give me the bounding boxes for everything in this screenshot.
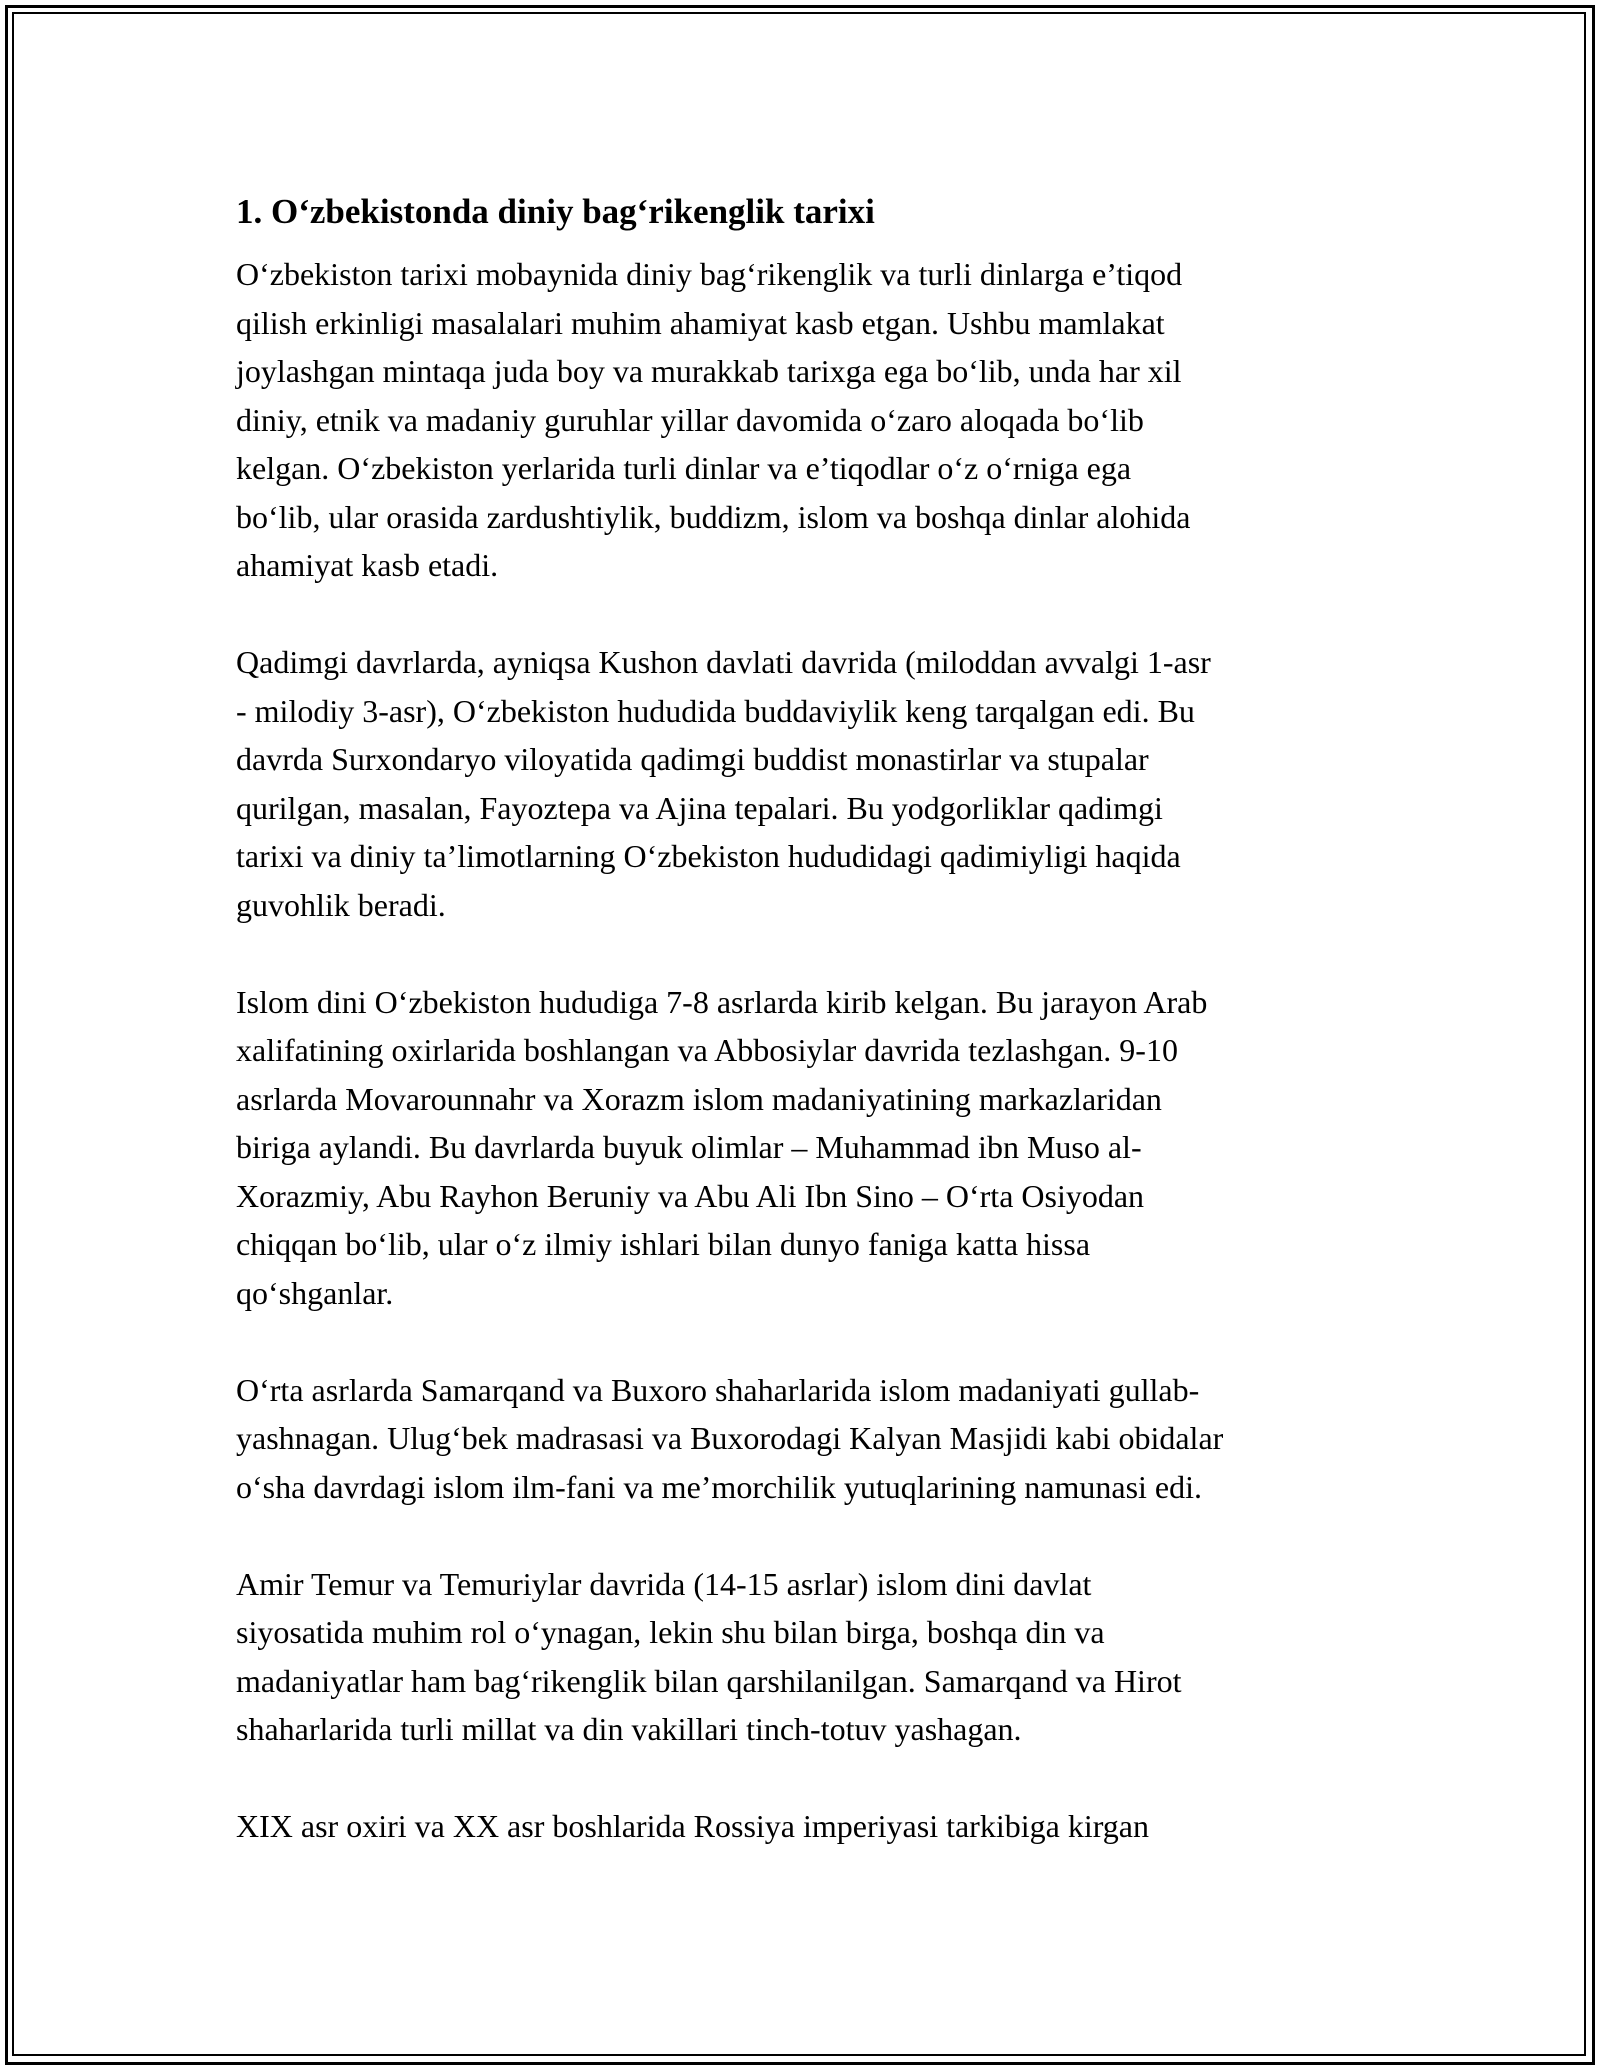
document-body [236, 188, 1376, 1899]
paragraph: O‘rta asrlarda Samarqand va Buxoro shaharlarida islom madaniyati gullab- yashnagan. Ulug‘bek madrasasi va Buxorodagi Kalyan Masjidi kabi obidalar o‘sha davrdagi islom ilm-fani va me’morchilik yutuqlarining namunasi edi. [236, 1371, 1224, 1505]
paragraph: O‘zbekiston tarixi mobaynida diniy bag‘rikenglik va turli dinlarga e’tiqod qilish erkinligi masalalari muhim ahamiyat kasb etgan. Ushbu mamlakat joylashgan mintaqa juda boy va murakkab tarixga ega bo‘lib, unda har xil diniy, etnik va madaniy guruhlar yillar davomida o‘zaro aloqada bo‘lib kelgan. O‘zbekiston yerlarida turli dinlar va e’tiqodlar o‘z o‘rniga ega bo‘lib, ular orasida zardushtiylik, buddizm, islom va boshqa dinlar alohida ahamiyat kasb etadi. [236, 256, 1191, 583]
paragraph: Amir Temur va Temuriylar davrida (14-15 asrlar) islom dini davlat siyosatida muhim rol o‘ynagan, lekin shu bilan birga, boshqa din va madaniyatlar ham bag‘rikenglik bilan qarshilanilgan. Samarqand va Hirot shaharlarida turli millat va din vakillari tinch-totuv yashagan. [236, 1565, 1182, 1747]
section-heading: 1. O‘zbekistonda diniy bag‘rikenglik tarixi [236, 192, 875, 231]
paragraph: XIX asr oxiri va XX asr boshlarida Rossiya imperiyasi tarkibiga kirgan [236, 1808, 1149, 1844]
paragraph: Qadimgi davrlarda, ayniqsa Kushon davlati davrida (miloddan avvalgi 1-asr - milodiy 3-asr), O‘zbekiston hududida buddaviylik keng tarqalgan edi. Bu davrda Surxondaryo viloyatida qadimgi buddist monastirlar va stupalar qurilgan, masalan, Fayoztepa va Ajina tepalari. Bu yodgorliklar qadimgi tarixi va diniy ta’limotlarning O‘zbekiston hududidagi qadimiyligi haqida guvohlik beradi. [236, 644, 1211, 923]
paragraph: Islom dini O‘zbekiston hududiga 7-8 asrlarda kirib kelgan. Bu jarayon Arab xalifatining oxirlarida boshlangan va Abbosiylar davrida tezlashgan. 9-10 asrlarda Movarounnahr va Xorazm islom madaniyatining markazlaridan biriga aylandi. Bu davrlarda buyuk olimlar – Muhammad ibn Muso al- Xorazmiy, Abu Rayhon Beruniy va Abu Ali Ibn Sino – O‘rta Osiyodan chiqqan bo‘lib, ular o‘z ilmiy ishlari bilan dunyo faniga katta hissa qo‘shganlar. [236, 983, 1208, 1311]
